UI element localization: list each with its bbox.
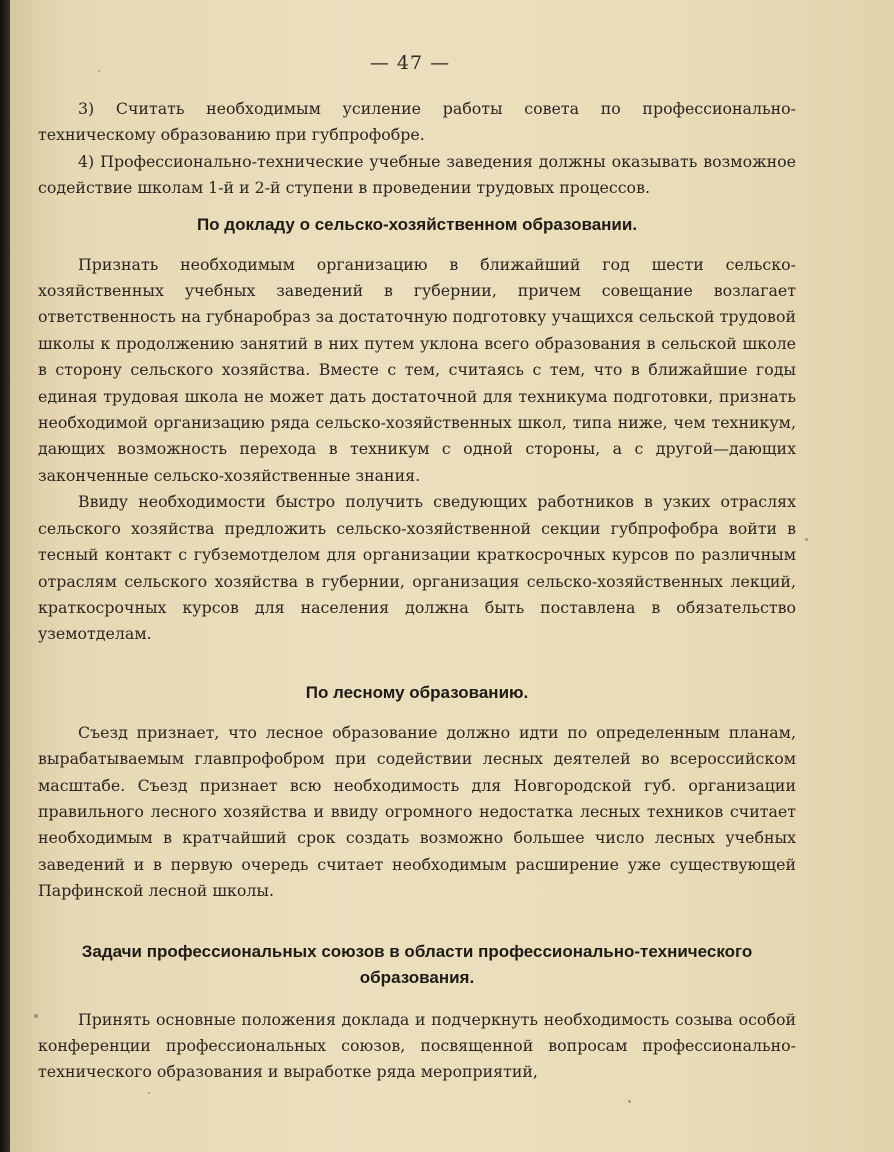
- paragraph-item-4: 4) Профессионально-технические учебные заведения должны оказывать возможное содействие школам 1-й и 2-й ступени в проведении трудовых процессов.: [38, 151, 796, 198]
- paragraph-agricultural-2: Ввиду необходимости быстро получить сведующих работников в узких отраслях сельского хозяйства предложить сельско-хозяйственной секции губпрофобра войти в тесный контакт с губземотделом для организации краткосрочных курсов по различным отраслям сельского хозяйства в губернии, организация сельско-хозяйственных лекций, краткосрочных курсов для населения должна быть поставлена в обязательство уземотделам.: [38, 492, 796, 644]
- heading-trade-unions-line-2: образования.: [359, 967, 475, 987]
- paragraph-trade-unions-1: Принять основные положения доклада и подчеркнуть необходимость созыва особой конференции профессиональных союзов, посвященной вопросам профессионально-технического образования и выработке ряда мероприятий,: [38, 1009, 796, 1082]
- paper-speck: [98, 70, 100, 72]
- paper-speck: [34, 1014, 38, 1018]
- heading-trade-unions-line-1: Задачи профессиональных союзов в области профессионально-технического: [81, 941, 753, 961]
- page-number: — 47 —: [369, 52, 451, 74]
- binding-edge: [0, 0, 10, 1152]
- paragraph-item-3: 3) Считать необходимым усиление работы совета по профессионально-техническому образованию при губпрофобре.: [38, 99, 796, 145]
- paper-speck: [805, 538, 808, 541]
- paragraph-agricultural-1: Признать необходимым организацию в ближайший год шести сельско-хозяйственных учебных заведений в губернии, причем совещание возлагает ответственность на губнаробраз за достаточную подготовку учащихся сельской трудовой школы к продолжению занятий в них путем уклона всего образования в сельской школе в сторону сельского хозяйства. Вместе с тем, считаясь с тем, что в ближайшие годы единая трудовая школа не может дать достаточной для техникума подготовки, признать необходимой организацию ряда сельско-хозяйственных школ, типа ниже, чем техникум, дающих возможность перехода в техникум с одной стороны, а с другой—дающих законченные сельско-хозяйственные знания.: [38, 254, 796, 485]
- heading-agricultural-education: По докладу о сельско-хозяйственном образовании.: [196, 214, 638, 234]
- heading-forestry-education: По лесному образованию.: [305, 682, 529, 702]
- document-page: [10, 0, 894, 1152]
- heading-trade-unions-tasks: [38, 939, 796, 991]
- paragraph-forestry-1: Съезд признает, что лесное образование должно идти по определенным планам, вырабатываемым главпрофобром при содействии лесных деятелей во всероссийском масштабе. Съезд признает всю необходимость для Новгородской губ. организации правильного лесного хозяйства и ввиду огромного недостатка лесных техников считает необходимым в кратчайший срок создать возможно большее число лесных учебных заведений и в первую очередь считает необходимым расширение уже существующей Парфинской лесной школы.: [38, 722, 796, 901]
- paper-speck: [148, 1092, 150, 1094]
- paper-speck: [628, 1100, 631, 1103]
- page-content: [38, 96, 796, 1086]
